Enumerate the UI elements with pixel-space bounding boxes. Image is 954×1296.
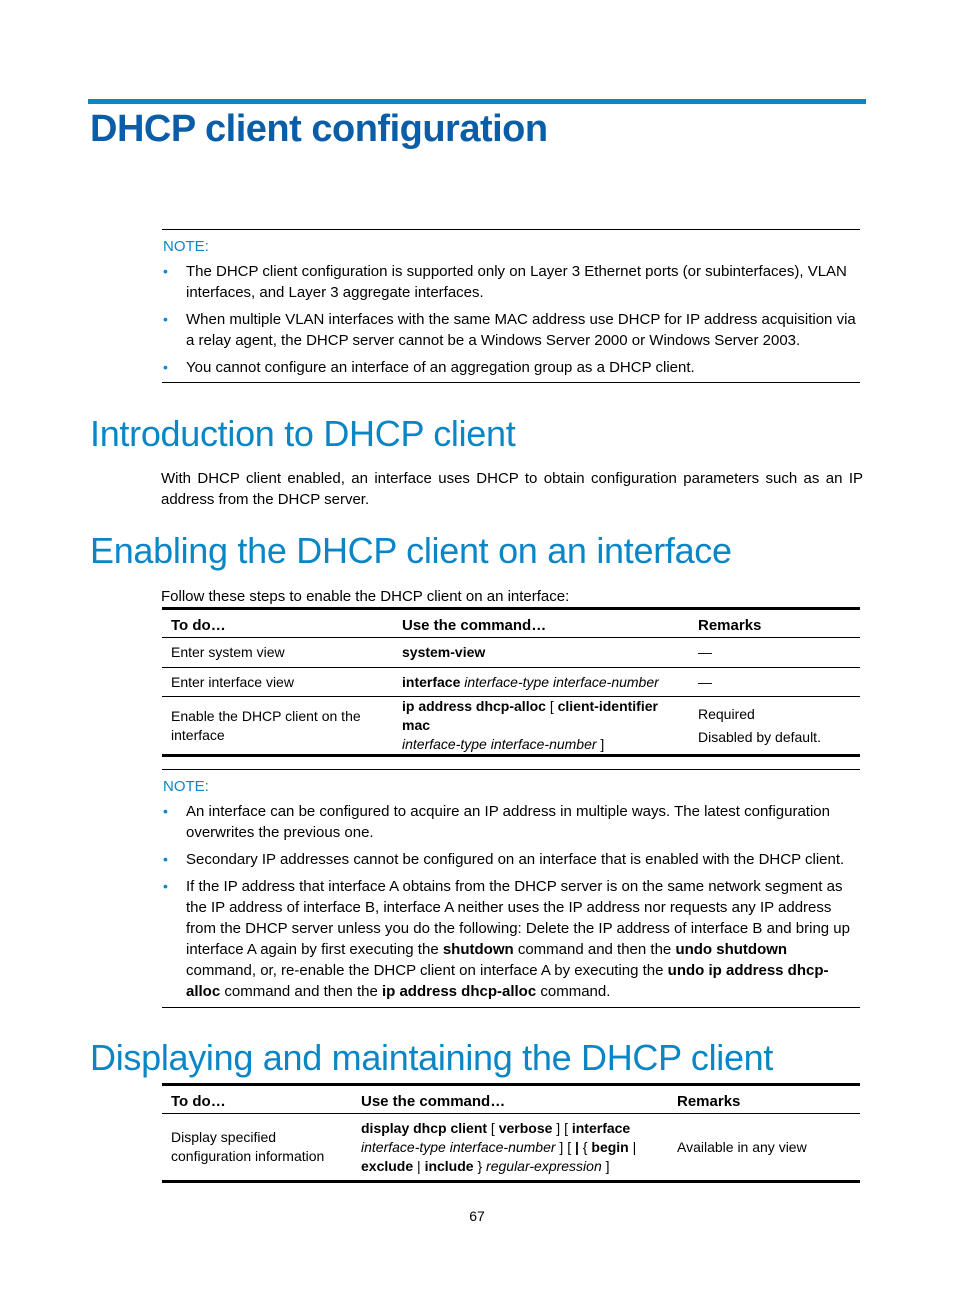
table-row: Display specified configuration information display dhcp client [ verbose ] [ interface interface-type interface-number ] [ | { begin | exclude | include } regular-expression ] Available in any view <box>162 1114 860 1182</box>
section-heading-enabling: Enabling the DHCP client on an interface <box>90 530 732 571</box>
note-label: NOTE: <box>163 238 209 255</box>
chapter-rule <box>88 99 866 104</box>
col-header-command: Use the command… <box>352 1085 668 1114</box>
bullet-icon: • <box>163 263 168 279</box>
section-heading-display: Displaying and maintaining the DHCP client <box>90 1037 774 1078</box>
table-row: Enable the DHCP client on the interface ip address dhcp-alloc [ client-identifier mac interface-type interface-number ] Required Disabled by default. <box>162 697 860 756</box>
table-row: Enter interface view interface interface-type interface-number — <box>162 668 860 697</box>
intro-paragraph: With DHCP client enabled, an interface uses DHCP to obtain configuration parameters such as an IP address from the DHCP server. <box>161 470 863 508</box>
bullet-icon: • <box>163 359 168 375</box>
bullet-icon: • <box>163 311 168 327</box>
chapter-title: DHCP client configuration <box>90 108 548 150</box>
page-number: 67 <box>469 1208 485 1224</box>
col-header-todo: To do… <box>162 1085 352 1114</box>
note-item: • The DHCP client configuration is supported only on Layer 3 Ethernet ports (or subinterfaces), VLAN interfaces, and Layer 3 aggregate interfaces. <box>163 263 847 301</box>
note-item: • You cannot configure an interface of an aggregation group as a DHCP client. <box>163 359 695 376</box>
bullet-icon: • <box>163 851 168 867</box>
note-item: • Secondary IP addresses cannot be configured on an interface that is enabled with the DHCP client. <box>163 851 845 868</box>
col-header-remarks: Remarks <box>689 609 860 638</box>
note-label: NOTE: <box>163 778 209 795</box>
bullet-icon: • <box>163 878 168 894</box>
note-list <box>162 261 860 378</box>
enabling-intro: Follow these steps to enable the DHCP client on an interface: <box>161 588 570 605</box>
col-header-command: Use the command… <box>393 609 689 638</box>
note-item: • When multiple VLAN interfaces with the same MAC address use DHCP for IP address acquisition via a relay agent, the DHCP server cannot be a Windows Server 2000 or Windows Server 2003. <box>163 311 856 349</box>
note-list <box>162 801 860 1002</box>
table-header-row <box>162 1085 860 1114</box>
enable-command-table <box>162 607 860 757</box>
table-header-row <box>162 609 860 638</box>
note-box <box>162 229 860 383</box>
col-header-todo: To do… <box>162 609 393 638</box>
table-row: Enter system view system-view — <box>162 638 860 668</box>
section-heading-intro: Introduction to DHCP client <box>90 413 516 454</box>
display-command-table <box>162 1083 860 1183</box>
col-header-remarks: Remarks <box>668 1085 860 1114</box>
bullet-icon: • <box>163 803 168 819</box>
note-item: • An interface can be configured to acquire an IP address in multiple ways. The latest configuration overwrites the previous one. <box>163 803 830 841</box>
note-box <box>162 769 860 1008</box>
note-item: • If the IP address that interface A obtains from the DHCP server is on the same network segment as the IP address of interface B, interface A neither uses the IP address nor requests any IP address from the DHCP server unless you do the following: Delete the IP address of interface B and bring up interface A again by first executing the shutdown command and then the undo shutdown command, or, re-enable the DHCP client on interface A by executing the undo ip address dhcp-alloc command and then the ip address dhcp-alloc command. <box>163 878 850 1000</box>
